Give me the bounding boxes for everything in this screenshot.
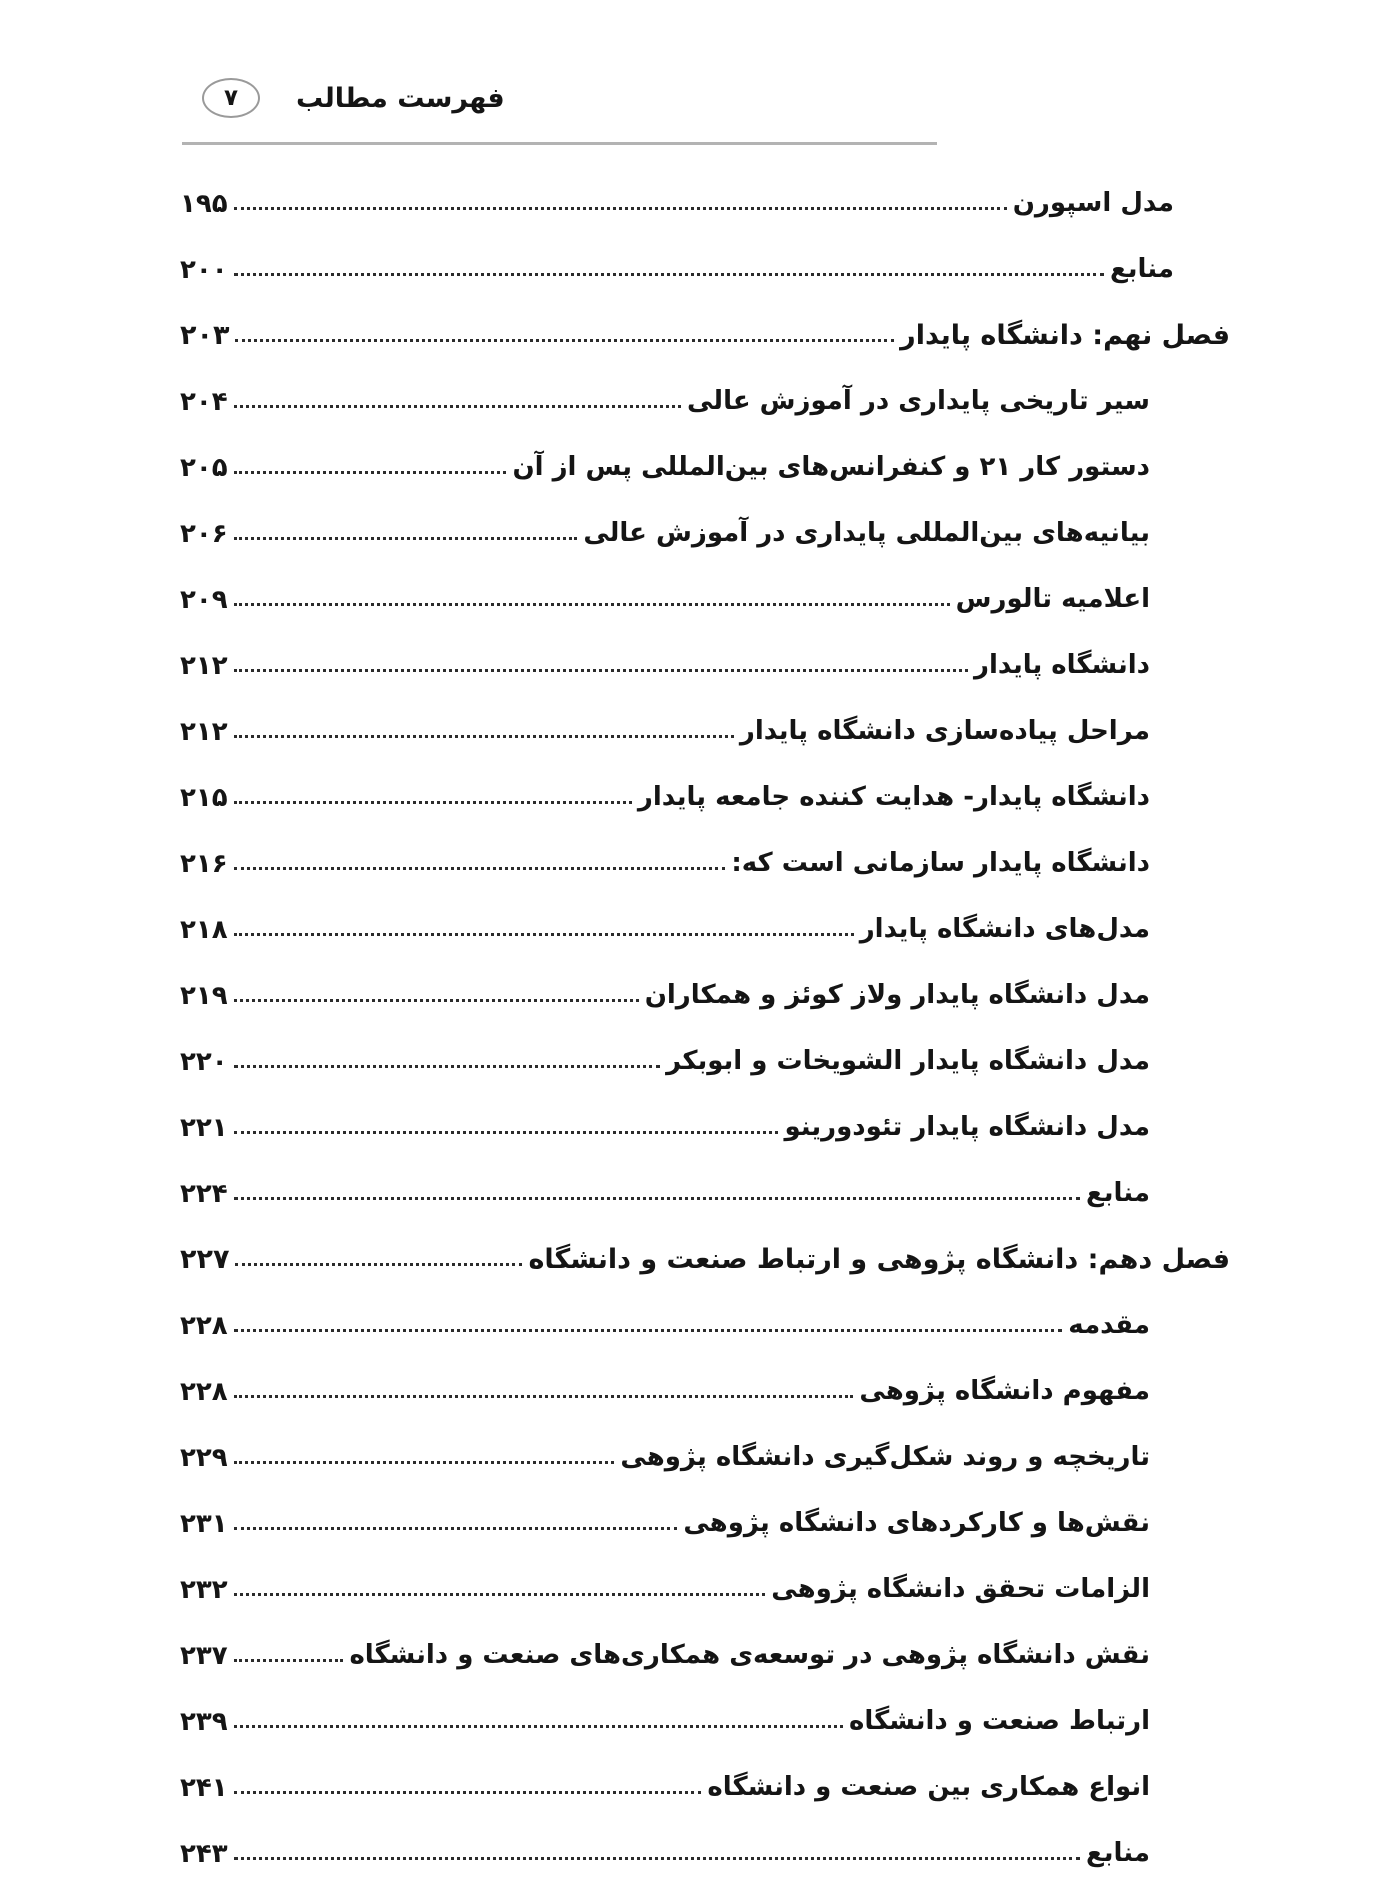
toc-entry-page: ۲۲۱	[180, 1113, 228, 1143]
toc-entry-page: ۲۳۹	[180, 1707, 228, 1737]
toc-entry-label: الزامات تحقق دانشگاه پژوهی	[771, 1574, 1150, 1605]
toc-entry-label: دستور کار ۲۱ و کنفرانس‌های بین‌المللی پس از آن	[512, 452, 1150, 483]
dotted-leader	[234, 735, 734, 738]
toc-entry-section	[180, 629, 1230, 695]
toc-entry-section	[180, 1487, 1230, 1553]
toc-entry-page: ۲۲۷	[180, 1244, 230, 1275]
toc-entry-page: ۲۲۴	[180, 1179, 228, 1209]
toc-entry-page: ۲۰۴	[180, 387, 228, 417]
toc-entry-label: مدل دانشگاه پایدار الشویخات و ابوبکر	[666, 1046, 1150, 1077]
toc-entry-label: دانشگاه پایدار- هدایت کننده جامعه پایدار	[637, 782, 1150, 813]
toc-entry-page: ۲۰۰	[180, 255, 228, 285]
toc-entry-section	[180, 1025, 1230, 1091]
dotted-leader	[234, 1461, 615, 1464]
toc-entry-label: اعلامیه تالورس	[955, 584, 1150, 615]
toc-entry-section	[180, 497, 1230, 563]
toc-entry-page: ۲۱۹	[180, 981, 228, 1011]
dotted-leader	[234, 1659, 344, 1662]
toc-entry-page: ۲۱۸	[180, 915, 228, 945]
dotted-leader	[234, 537, 578, 540]
toc-entry-chapter	[180, 299, 1230, 365]
toc-entry-section	[180, 1091, 1230, 1157]
toc-entry-sub	[180, 233, 1230, 299]
toc-entry-page: ۲۱۲	[180, 651, 228, 681]
dotted-leader	[234, 1329, 1063, 1332]
toc-title: فهرست مطالب	[296, 82, 505, 114]
toc-entry-page: ۲۱۲	[180, 717, 228, 747]
dotted-leader	[234, 1857, 1080, 1860]
toc-entry-section	[180, 695, 1230, 761]
toc-entry-page: ۲۰۳	[180, 320, 230, 351]
toc-entry-section	[180, 959, 1230, 1025]
toc-entry-page: ۲۳۱	[180, 1509, 228, 1539]
toc-entry-page: ۲۲۸	[180, 1311, 228, 1341]
toc-entry-label: نقش‌ها و کارکردهای دانشگاه پژوهی	[683, 1508, 1150, 1539]
toc-entry-page: ۲۱۶	[180, 849, 228, 879]
page-header	[202, 78, 505, 118]
dotted-leader	[234, 867, 726, 870]
toc-entry-section	[180, 1685, 1230, 1751]
toc-entry-page: ۲۳۷	[180, 1641, 228, 1671]
dotted-leader	[234, 1791, 702, 1794]
toc-entry-page: ۲۲۹	[180, 1443, 228, 1473]
toc-entry-label: ارتباط صنعت و دانشگاه	[849, 1706, 1150, 1737]
toc-entry-section	[180, 1553, 1230, 1619]
toc-entry-label: تاریخچه و روند شکل‌گیری دانشگاه پژوهی	[620, 1442, 1150, 1473]
toc-entry-section	[180, 761, 1230, 827]
toc-entry-page: ۲۳۲	[180, 1575, 228, 1605]
dotted-leader	[234, 1593, 766, 1596]
dotted-leader	[234, 669, 968, 672]
dotted-leader	[234, 1725, 843, 1728]
dotted-leader	[234, 1065, 661, 1068]
toc-entry-label: فصل دهم: دانشگاه پژوهی و ارتباط صنعت و دانشگاه	[528, 1243, 1230, 1275]
toc-entry-label: دانشگاه پایدار	[974, 650, 1150, 681]
toc-entry-page: ۲۰۹	[180, 585, 228, 615]
toc-entry-section	[180, 1619, 1230, 1685]
dotted-leader	[235, 1263, 522, 1266]
dotted-leader	[234, 207, 1007, 210]
toc-entry-label: منابع	[1086, 1838, 1150, 1869]
dotted-leader	[234, 1197, 1080, 1200]
toc-entry-section	[180, 1355, 1230, 1421]
toc-entry-label: منابع	[1086, 1178, 1150, 1209]
dotted-leader	[234, 1395, 854, 1398]
toc-entry-label: مدل‌های دانشگاه پایدار	[859, 914, 1150, 945]
toc-entry-page: ۲۱۵	[180, 783, 228, 813]
toc-entry-page: ۲۲۰	[180, 1047, 228, 1077]
dotted-leader	[234, 933, 854, 936]
toc-entry-page: ۲۴۱	[180, 1773, 228, 1803]
dotted-leader	[234, 405, 681, 408]
toc-entry-page: ۱۹۵	[180, 189, 228, 219]
toc-entry-label: مقدمه	[1068, 1310, 1150, 1341]
toc-entry-section	[180, 827, 1230, 893]
toc-entry-section	[180, 563, 1230, 629]
dotted-leader	[234, 273, 1104, 276]
toc-entry-label: مدل اسپورن	[1012, 188, 1174, 219]
toc-entry-label: مدل دانشگاه پایدار تئودورینو	[784, 1112, 1150, 1143]
dotted-leader	[235, 339, 894, 342]
toc-entry-label: منابع	[1110, 254, 1174, 285]
toc-entry-sub	[180, 167, 1230, 233]
toc-entry-section	[180, 1817, 1230, 1883]
toc-entry-label: انواع همکاری بین صنعت و دانشگاه	[707, 1772, 1150, 1803]
dotted-leader	[234, 471, 507, 474]
toc-entry-section	[180, 1289, 1230, 1355]
toc-entry-label: دانشگاه پایدار سازمانی است که:	[731, 848, 1150, 879]
toc-entry-page: ۲۰۶	[180, 519, 228, 549]
toc-entry-chapter	[180, 1223, 1230, 1289]
toc-entry-label: مراحل پیاده‌سازی دانشگاه پایدار	[739, 716, 1150, 747]
toc-list	[180, 167, 1230, 1883]
toc-entry-label: فصل نهم: دانشگاه پایدار	[900, 319, 1230, 351]
toc-entry-page: ۲۴۳	[180, 1839, 228, 1869]
toc-entry-section	[180, 1751, 1230, 1817]
toc-entry-section	[180, 431, 1230, 497]
dotted-leader	[234, 1131, 779, 1134]
toc-entry-label: مفهوم دانشگاه پژوهی	[859, 1376, 1150, 1407]
toc-entry-label: مدل دانشگاه پایدار ولاز کوئز و همکاران	[644, 980, 1150, 1011]
dotted-leader	[234, 999, 639, 1002]
toc-entry-section	[180, 365, 1230, 431]
toc-entry-label: نقش دانشگاه پژوهی در توسعه‌ی همکاری‌های صنعت و دانشگاه	[349, 1640, 1150, 1671]
toc-entry-label: سیر تاریخی پایداری در آموزش عالی	[687, 386, 1150, 417]
toc-entry-section	[180, 893, 1230, 959]
toc-entry-section	[180, 1421, 1230, 1487]
toc-entry-page: ۲۲۸	[180, 1377, 228, 1407]
toc-entry-label: بیانیه‌های بین‌المللی پایداری در آموزش عالی	[583, 518, 1150, 549]
toc-entry-section	[180, 1157, 1230, 1223]
header-rule	[182, 142, 937, 145]
dotted-leader	[234, 603, 950, 606]
toc-entry-page: ۲۰۵	[180, 453, 228, 483]
page-number-badge: ۷	[202, 78, 260, 118]
dotted-leader	[234, 1527, 678, 1530]
dotted-leader	[234, 801, 632, 804]
